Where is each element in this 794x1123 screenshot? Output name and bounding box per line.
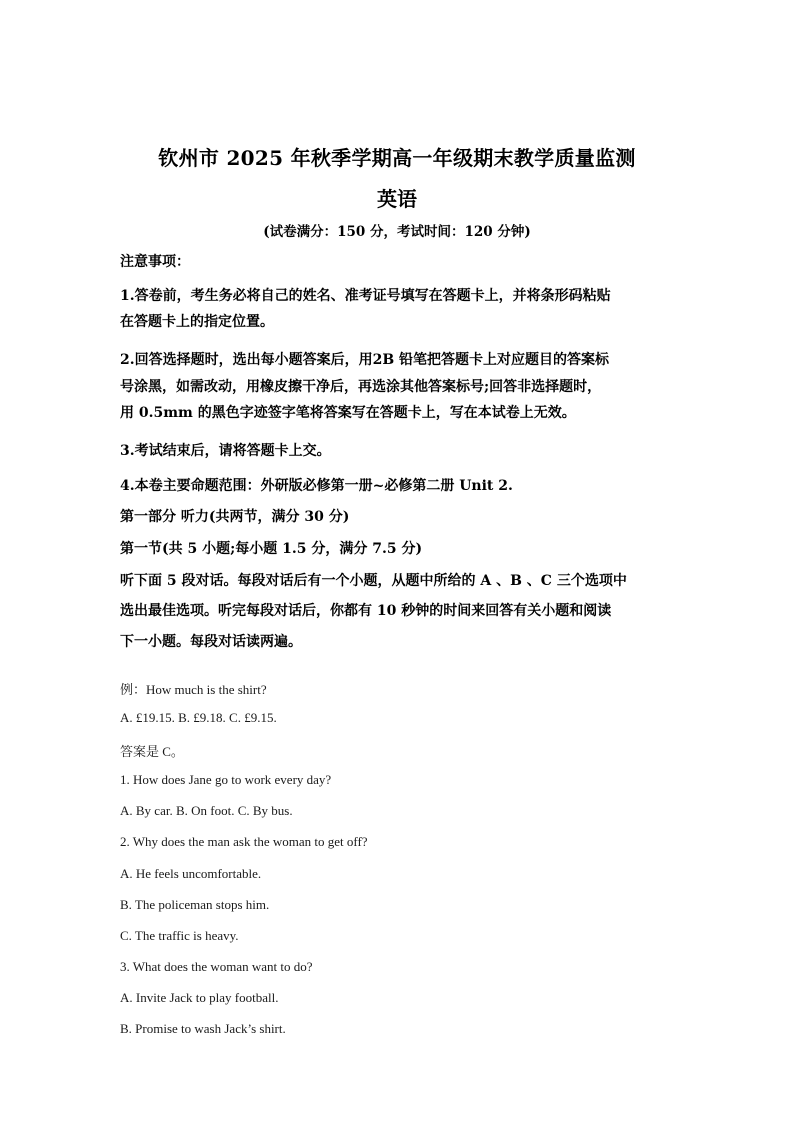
notice-item-3: 3.考试结束后，请将答题卡上交。 (120, 443, 331, 459)
exam-meta: (试卷满分：150 分，考试时间：120 分钟) (263, 224, 531, 240)
notice-heading: 注意事项： (120, 254, 190, 270)
notice-item-2-line-2: 号涂黑，如需改动，用橡皮擦干净后，再选涂其他答案标号;回答非选择题时， (120, 379, 602, 395)
question-2: 2. Why does the man ask the woman to get off? (120, 834, 368, 849)
exam-title: 钦州市 2025 年秋季学期高一年级期末教学质量监测 (158, 146, 636, 170)
notice-item-2-line-1: 2.回答选择题时，选出每小题答案后，用2B 铅笔把答题卡上对应题目的答案标 (120, 352, 610, 368)
question-2-option-c: C. The traffic is heavy. (120, 928, 239, 943)
notice-item-2-line-3: 用 0.5mm 的黑色字迹签字笔将答案写在答题卡上，写在本试卷上无效。 (120, 405, 576, 421)
question-2-option-a: A. He feels uncomfortable. (120, 866, 262, 881)
section-instruction-line-3: 下一小题。每段对话读两遍。 (120, 634, 302, 650)
question-3: 3. What does the woman want to do? (120, 959, 313, 974)
question-1: 1. How does Jane go to work every day? (120, 772, 332, 787)
question-2-option-b: B. The policeman stops him. (120, 897, 270, 912)
example-answer: 答案是 C。 (120, 744, 184, 759)
section-instruction-line-2: 选出最佳选项。听完每段对话后，你都有 10 秒钟的时间来回答有关小题和阅读 (120, 603, 612, 619)
example-options: A. £19.15. B. £9.18. C. £9.15. (120, 710, 277, 725)
subject-title: 英语 (377, 187, 417, 211)
question-3-option-a: A. Invite Jack to play football. (120, 990, 279, 1005)
section-part-heading: 第一部分 听力(共两节，满分 30 分) (120, 509, 350, 525)
question-1-options: A. By car. B. On foot. C. By bus. (120, 803, 293, 818)
section-subsection-heading: 第一节(共 5 小题;每小题 1.5 分，满分 7.5 分) (120, 541, 423, 557)
question-3-option-b: B. Promise to wash Jack’s shirt. (120, 1021, 286, 1036)
notice-item-1-line-1: 1.答卷前，考生务必将自己的姓名、准考证号填写在答题卡上，并将条形码粘贴 (120, 288, 611, 304)
notice-item-1-line-2: 在答题卡上的指定位置。 (120, 314, 274, 330)
notice-item-4: 4.本卷主要命题范围：外研版必修第一册~必修第二册 Unit 2. (120, 478, 513, 494)
section-instruction-line-1: 听下面 5 段对话。每段对话后有一个小题，从题中所给的 A 、B 、C 三个选项中 (120, 573, 627, 589)
example-question: 例：How much is the shirt? (120, 682, 267, 697)
